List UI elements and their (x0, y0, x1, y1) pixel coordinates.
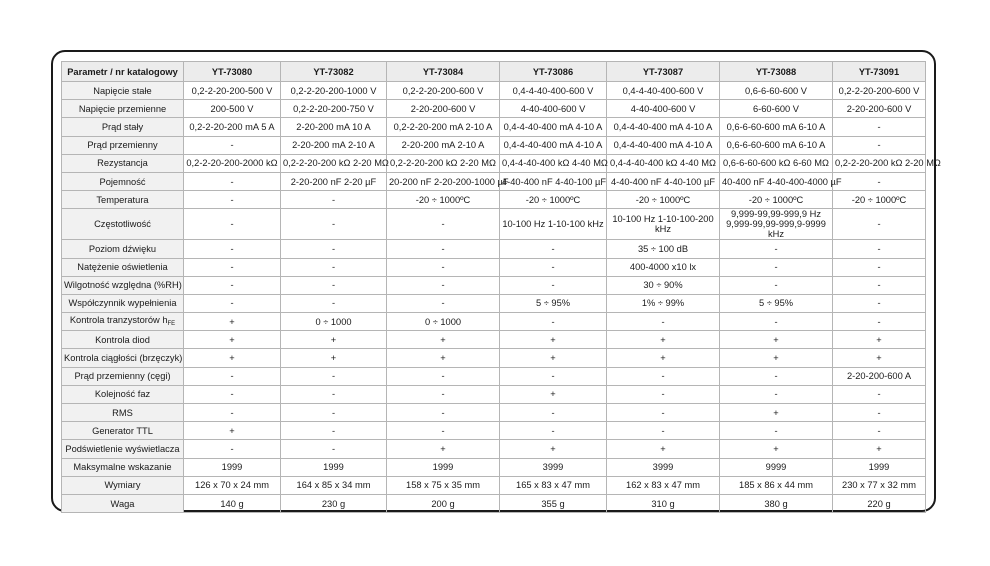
row-label-text: Wymiary (104, 480, 141, 491)
table-cell: 9,999-99,99-999,9 Hz 9,999-99,99-999,9-9999 kHz (720, 209, 833, 240)
table-cell: 230 g (281, 494, 387, 512)
table-cell: - (720, 258, 833, 276)
table-cell: + (720, 349, 833, 367)
row-label (62, 422, 184, 440)
table-cell: + (500, 385, 607, 403)
table-cell: 0,2-2-20-200-1000 V (281, 82, 387, 100)
row-label-text: Rezystancja (97, 158, 148, 169)
table-cell: - (184, 136, 281, 154)
table-cell: 2-20-200 mA 10 A (281, 118, 387, 136)
table-cell: - (607, 422, 720, 440)
table-cell: - (184, 440, 281, 458)
table-cell: 4-40-400 nF 4-40-100 µF (607, 172, 720, 190)
row-label-text: Waga (110, 498, 135, 509)
table-cell: + (833, 331, 926, 349)
row-label (62, 100, 184, 118)
table-cell: - (607, 404, 720, 422)
table-row (62, 240, 926, 258)
table-cell: 0,2-2-20-200 mA 5 A (184, 118, 281, 136)
table-cell: - (184, 240, 281, 258)
row-label-text: Napięcie stałe (93, 85, 152, 96)
table-cell: 1999 (281, 458, 387, 476)
table-cell: - (500, 258, 607, 276)
table-cell: - (833, 276, 926, 294)
table-cell: - (500, 422, 607, 440)
table-row (62, 100, 926, 118)
header-model: YT-73084 (387, 62, 500, 82)
table-cell: + (281, 331, 387, 349)
row-label-text: Pojemność (99, 176, 146, 187)
table-cell: 0,4-4-40-400-600 V (607, 82, 720, 100)
table-cell: 0,4-4-40-400 mA 4-10 A (607, 136, 720, 154)
row-label-text: Kontrola ciągłości (brzęczyk) (64, 353, 183, 364)
table-cell: - (500, 404, 607, 422)
table-cell: + (607, 349, 720, 367)
header-model: YT-73080 (184, 62, 281, 82)
table-cell: 2-20-200 mA 2-10 A (387, 136, 500, 154)
table-row (62, 404, 926, 422)
row-label-text: Kontrola tranzystorów h (69, 314, 168, 325)
table-cell: 6-60-600 V (720, 100, 833, 118)
header-model: YT-73091 (833, 62, 926, 82)
table-cell: + (720, 404, 833, 422)
table-cell: 3999 (500, 458, 607, 476)
table-cell: + (833, 440, 926, 458)
table-cell: 1999 (184, 458, 281, 476)
table-cell: - (281, 294, 387, 312)
table-cell: - (833, 385, 926, 403)
table-cell: 1999 (387, 458, 500, 476)
table-cell: 0,4-4-40-400-600 V (500, 82, 607, 100)
table-cell: 310 g (607, 494, 720, 512)
table-cell: - (184, 385, 281, 403)
table-row (62, 82, 926, 100)
table-row (62, 494, 926, 512)
table-cell: + (607, 331, 720, 349)
table-row (62, 476, 926, 494)
row-label-text: Maksymalne wskazanie (73, 462, 172, 473)
table-cell: 9999 (720, 458, 833, 476)
row-label (62, 258, 184, 276)
table-cell: - (184, 294, 281, 312)
row-label-text: Prąd przemienny (cęgi) (74, 371, 171, 382)
table-cell: - (500, 367, 607, 385)
table-cell: 5 ÷ 95% (500, 294, 607, 312)
row-label-text: Częstotliwość (94, 219, 151, 230)
table-cell: 2-20-200-600 A (833, 367, 926, 385)
table-row (62, 191, 926, 209)
row-label-text: Prąd stały (101, 121, 144, 132)
table-cell: + (184, 422, 281, 440)
table-row (62, 118, 926, 136)
table-cell: 2-20-200-600 V (387, 100, 500, 118)
table-cell: - (387, 258, 500, 276)
table-cell: 0,6-6-60-600 kΩ 6-60 MΩ (720, 154, 833, 172)
table-cell: - (720, 385, 833, 403)
table-cell: + (720, 331, 833, 349)
table-cell: + (607, 440, 720, 458)
table-cell: - (833, 240, 926, 258)
table-cell: - (720, 422, 833, 440)
table-cell: 0,2-2-20-200-500 V (184, 82, 281, 100)
table-cell: + (184, 331, 281, 349)
row-label-subscript: FE (167, 320, 176, 327)
table-cell: 158 x 75 x 35 mm (387, 476, 500, 494)
table-cell: 1% ÷ 99% (607, 294, 720, 312)
row-label (62, 276, 184, 294)
table-cell: -20 ÷ 1000ºC (387, 191, 500, 209)
table-cell: 380 g (720, 494, 833, 512)
row-label (62, 172, 184, 190)
table-row (62, 367, 926, 385)
row-label (62, 136, 184, 154)
table-cell: 0,4-4-40-400 kΩ 4-40 MΩ (607, 154, 720, 172)
table-cell: 0,4-4-40-400 mA 4-10 A (500, 118, 607, 136)
table-cell: + (720, 440, 833, 458)
row-label-text: Napięcie przemienne (78, 103, 167, 114)
table-row (62, 458, 926, 476)
table-cell: 10-100 Hz 1-10-100 kHz (500, 209, 607, 240)
row-label (62, 191, 184, 209)
table-cell: 35 ÷ 100 dB (607, 240, 720, 258)
table-row (62, 349, 926, 367)
table-cell: 400-4000 x10 lx (607, 258, 720, 276)
table-cell: -20 ÷ 1000ºC (500, 191, 607, 209)
table-cell: + (500, 440, 607, 458)
table-cell: + (387, 349, 500, 367)
row-label (62, 209, 184, 240)
table-cell: 0,4-4-40-400 mA 4-10 A (607, 118, 720, 136)
table-cell: - (281, 367, 387, 385)
table-cell: + (387, 440, 500, 458)
table-cell: - (500, 276, 607, 294)
table-cell: 355 g (500, 494, 607, 512)
row-label-text: Wilgotność względna (%RH) (64, 280, 182, 291)
table-cell: -20 ÷ 1000ºC (607, 191, 720, 209)
table-cell: 0,4-4-40-400 mA 4-10 A (500, 136, 607, 154)
table-cell: + (387, 331, 500, 349)
table-cell: 200-500 V (184, 100, 281, 118)
table-row (62, 440, 926, 458)
header-model: YT-73086 (500, 62, 607, 82)
table-cell: - (387, 422, 500, 440)
row-label (62, 458, 184, 476)
table-cell: - (281, 240, 387, 258)
table-row (62, 385, 926, 403)
header-parameter: Parametr / nr katalogowy (62, 62, 184, 82)
table-cell: - (387, 294, 500, 312)
table-cell: - (607, 367, 720, 385)
table-cell: 126 x 70 x 24 mm (184, 476, 281, 494)
row-label (62, 154, 184, 172)
table-cell: - (387, 385, 500, 403)
row-label (62, 294, 184, 312)
table-cell: - (184, 258, 281, 276)
row-label (62, 331, 184, 349)
table-cell: 0,2-2-20-200 kΩ 2-20 MΩ (281, 154, 387, 172)
row-label (62, 349, 184, 367)
table-cell: - (281, 404, 387, 422)
table-cell: - (281, 385, 387, 403)
table-cell: -20 ÷ 1000ºC (833, 191, 926, 209)
table-cell: 0,2-2-20-200-750 V (281, 100, 387, 118)
table-cell: 30 ÷ 90% (607, 276, 720, 294)
table-cell: 0,6-6-60-600 mA 6-10 A (720, 118, 833, 136)
table-cell: 4-40-400 nF 4-40-100 µF (500, 172, 607, 190)
table-row (62, 154, 926, 172)
table-cell: 2-20-200-600 V (833, 100, 926, 118)
table-cell: - (281, 440, 387, 458)
table-cell: 185 x 86 x 44 mm (720, 476, 833, 494)
table-row (62, 331, 926, 349)
table-cell: + (500, 331, 607, 349)
header-row (62, 62, 926, 82)
table-cell: - (720, 240, 833, 258)
table-cell: - (281, 258, 387, 276)
table-cell: 0,2-2-20-200-600 V (833, 82, 926, 100)
table-cell: - (833, 294, 926, 312)
table-cell: 200 g (387, 494, 500, 512)
table-cell: - (720, 313, 833, 331)
table-cell: + (184, 349, 281, 367)
table-cell: 230 x 77 x 32 mm (833, 476, 926, 494)
table-cell: 165 x 83 x 47 mm (500, 476, 607, 494)
table-row (62, 276, 926, 294)
table-cell: 2-20-200 mA 2-10 A (281, 136, 387, 154)
table-row (62, 422, 926, 440)
table-cell: - (720, 367, 833, 385)
table-cell: - (387, 367, 500, 385)
table-cell: -20 ÷ 1000ºC (720, 191, 833, 209)
table-body (62, 82, 941, 513)
row-label (62, 494, 184, 512)
row-label (62, 476, 184, 494)
row-label (62, 404, 184, 422)
table-cell: - (500, 313, 607, 331)
header-model: YT-73087 (607, 62, 720, 82)
table-cell: - (833, 313, 926, 331)
table-cell: - (387, 209, 500, 240)
table-cell: 20-200 nF 2-20-200-1000 µF (387, 172, 500, 190)
table-cell: 0,6-6-60-600 mA 6-10 A (720, 136, 833, 154)
table-cell: - (184, 172, 281, 190)
table-cell: - (387, 404, 500, 422)
row-label (62, 118, 184, 136)
table-cell: 10-100 Hz 1-10-100-200 kHz (607, 209, 720, 240)
table-cell: 1999 (833, 458, 926, 476)
table-cell: - (387, 240, 500, 258)
table-cell: 0,2-2-20-200 kΩ 2-20 MΩ (833, 154, 926, 172)
table-cell: - (833, 422, 926, 440)
table-cell: - (720, 276, 833, 294)
table-cell: 4-40-400-600 V (500, 100, 607, 118)
table-cell: + (833, 349, 926, 367)
row-label-text: Natężenie oświetlenia (77, 262, 168, 273)
table-cell: - (281, 209, 387, 240)
row-label (62, 82, 184, 100)
table-cell: - (184, 276, 281, 294)
table-cell: - (184, 404, 281, 422)
table-cell: - (281, 191, 387, 209)
table-cell: - (833, 404, 926, 422)
table-cell: 0,2-2-20-200-2000 kΩ (184, 154, 281, 172)
table-cell: 3999 (607, 458, 720, 476)
table-row (62, 172, 926, 190)
table-cell: - (833, 118, 926, 136)
row-label-text: Temperatura (96, 194, 149, 205)
table-cell: - (607, 385, 720, 403)
table-cell: 0,6-6-60-600 V (720, 82, 833, 100)
row-label (62, 240, 184, 258)
table-row (62, 294, 926, 312)
table-cell: - (833, 258, 926, 276)
table-cell: 0,2-2-20-200 mA 2-10 A (387, 118, 500, 136)
table-cell: 0,2-2-20-200 kΩ 2-20 MΩ (387, 154, 500, 172)
table-cell: 164 x 85 x 34 mm (281, 476, 387, 494)
table-cell: - (281, 276, 387, 294)
table-cell: 140 g (184, 494, 281, 512)
table-cell: + (281, 349, 387, 367)
table-cell: - (607, 313, 720, 331)
table-row (62, 136, 926, 154)
row-label-text: Kolejność faz (94, 389, 151, 400)
row-label-text: Generator TTL (92, 425, 153, 436)
table-cell: 0 ÷ 1000 (387, 313, 500, 331)
table-cell: 5 ÷ 95% (720, 294, 833, 312)
table-cell: - (184, 209, 281, 240)
table-cell: 0,2-2-20-200-600 V (387, 82, 500, 100)
row-label (62, 367, 184, 385)
row-label-text: Poziom dźwięku (88, 243, 157, 254)
table-cell: - (833, 172, 926, 190)
row-label (62, 385, 184, 403)
table-cell: 220 g (833, 494, 926, 512)
table-cell: + (500, 349, 607, 367)
table-cell: 162 x 83 x 47 mm (607, 476, 720, 494)
table-cell: 0 ÷ 1000 (281, 313, 387, 331)
table-row (62, 209, 926, 240)
table-cell: - (500, 240, 607, 258)
table-cell: 2-20-200 nF 2-20 µF (281, 172, 387, 190)
table-cell: - (184, 367, 281, 385)
row-label (62, 313, 184, 331)
table-cell: - (833, 209, 926, 240)
table-row (62, 258, 926, 276)
row-label-text: RMS (112, 407, 133, 418)
table-row (62, 313, 926, 331)
table-cell: 40-400 nF 4-40-400-4000 µF (720, 172, 833, 190)
row-label (62, 440, 184, 458)
table-cell: 0,4-4-40-400 kΩ 4-40 MΩ (500, 154, 607, 172)
spec-table (61, 61, 941, 513)
header-model: YT-73082 (281, 62, 387, 82)
table-cell: - (833, 136, 926, 154)
table-cell: + (184, 313, 281, 331)
table-cell: - (387, 276, 500, 294)
table-cell: - (281, 422, 387, 440)
table-cell: - (184, 191, 281, 209)
row-label-text: Prąd przemienny (87, 140, 158, 151)
table-cell: 4-40-400-600 V (607, 100, 720, 118)
row-label-text: Współczynnik wypełnienia (68, 298, 177, 309)
header-model: YT-73088 (720, 62, 833, 82)
row-label-text: Kontrola diod (95, 334, 150, 345)
row-label-text: Podświetlenie wyświetlacza (65, 443, 180, 454)
